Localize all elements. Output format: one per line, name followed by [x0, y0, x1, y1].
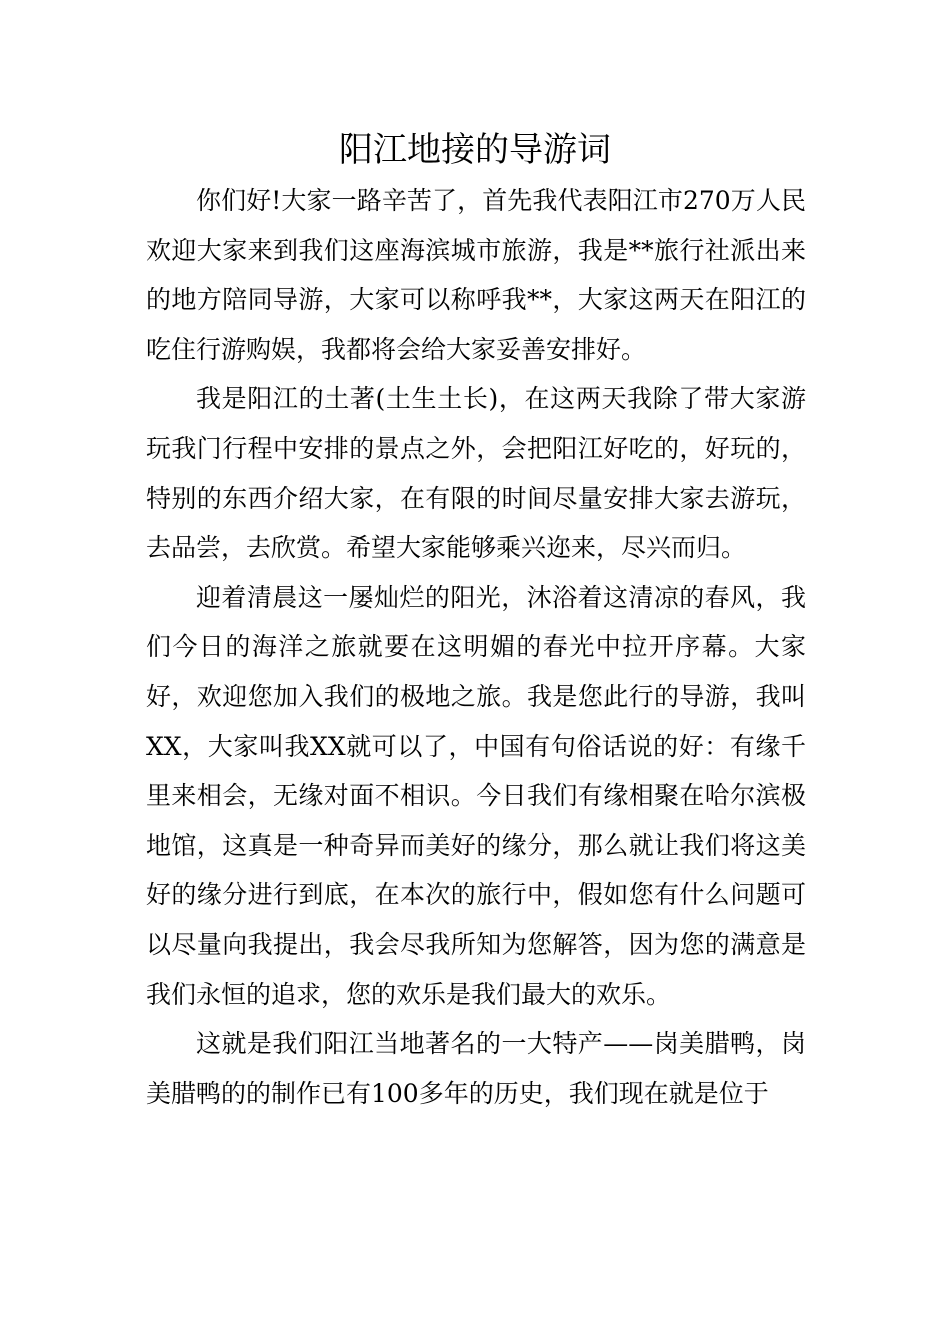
paragraph-4: 这就是我们阳江当地著名的一大特产——岗美腊鸭，岗美腊鸭的的制作已有100多年的历史，我们现在就是位于	[146, 1029, 806, 1108]
paragraph-1: 你们好!大家一路辛苦了，首先我代表阳江市270万人民欢迎大家来到我们这座海滨城市旅游，我是**旅行社派出来的地方陪同导游，大家可以称呼我**，大家这两天在阳江的吃住行游购娱，我都将会给大家妥善安排好。	[146, 186, 806, 364]
paragraph-3: 迎着清晨这一屡灿烂的阳光，沐浴着这清凉的春风，我们今日的海洋之旅就要在这明媚的春光中拉开序幕。大家好，欢迎您加入我们的极地之旅。我是您此行的导游，我叫XX，大家叫我XX就可以了，中国有句俗话说的好：有缘千里来相会，无缘对面不相识。今日我们有缘相聚在哈尔滨极地馆，这真是一种奇异而美好的缘分，那么就让我们将这美好的缘分进行到底，在本次的旅行中，假如您有什么问题可以尽量向我提出，我会尽我所知为您解答，因为您的满意是我们永恒的追求，您的欢乐是我们最大的欢乐。	[146, 582, 806, 1009]
document-body	[146, 176, 806, 1118]
paragraph-2: 我是阳江的土著(土生土长)，在这两天我除了带大家游玩我门行程中安排的景点之外，会把阳江好吃的，好玩的，特别的东西介绍大家，在有限的时间尽量安排大家去游玩，去品尝，去欣赏。希望大家能够乘兴迩来，尽兴而归。	[146, 384, 806, 563]
document-title: 阳江地接的导游词	[339, 130, 611, 170]
